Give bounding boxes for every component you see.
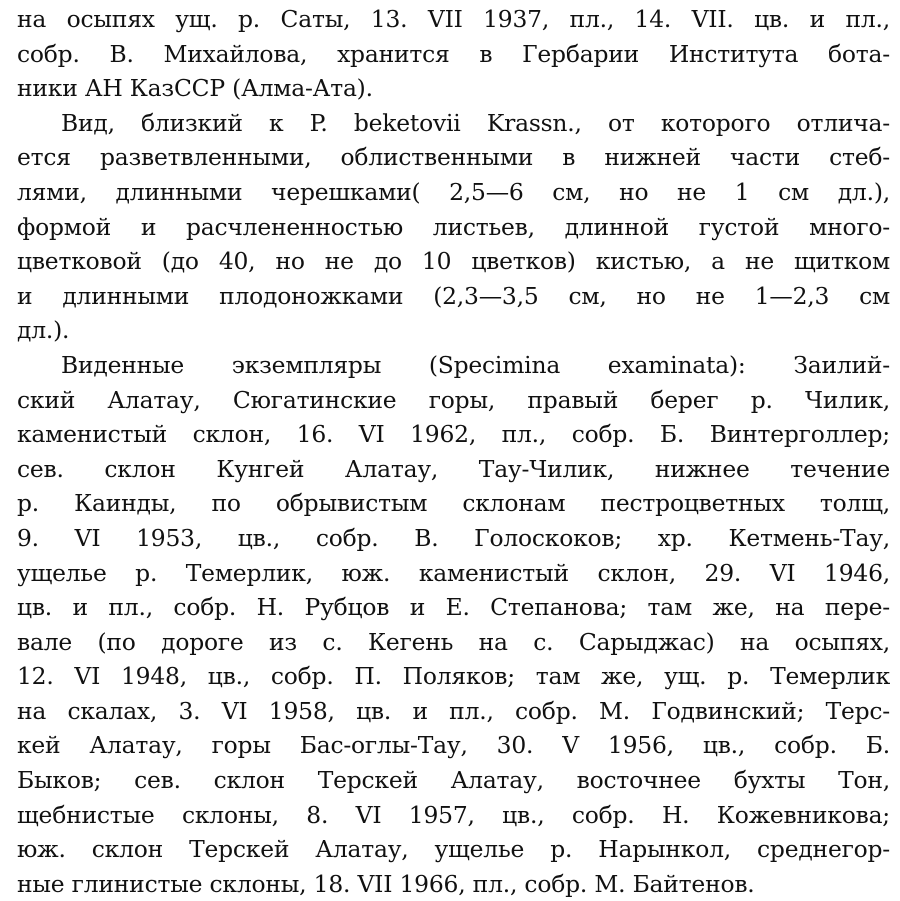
text-line: кей Алатау, горы Бас-оглы-Тау, 30. V 1956, цв., собр. Б. bbox=[17, 731, 890, 760]
paragraph-specimens-examined bbox=[17, 348, 890, 901]
text-line: Вид, близкий к P. beketovii Krassn., от которого отлича- bbox=[61, 108, 890, 137]
text-line: Быков; сев. склон Терскей Алатау, восточнее бухты Тон, bbox=[17, 766, 890, 795]
text-line: на скалах, 3. VI 1958, цв. и пл., собр. М. Годвинский; Терс- bbox=[17, 696, 890, 725]
text-line: Виденные экземпляры (Specimina examinata): Заилий- bbox=[61, 350, 890, 379]
text-line: сев. склон Кунгей Алатау, Тау-Чилик, нижнее течение bbox=[17, 454, 890, 483]
text-line: цветковой (до 40, но не до 10 цветков) кистью, а не щитком bbox=[17, 247, 890, 276]
text-line: и длинными плодоножками (2,3—3,5 см, но не 1—2,3 см bbox=[17, 281, 890, 310]
text-line: ники АН КазССР (Алма-Ата). bbox=[17, 74, 373, 103]
text-line: формой и расчлененностью листьев, длинной густой много- bbox=[17, 212, 890, 241]
text-line: собр. В. Михайлова, хранится в Гербарии Института бота- bbox=[17, 39, 890, 68]
text-line: цв. и пл., собр. Н. Рубцов и Е. Степанова; там же, на пере- bbox=[17, 593, 890, 622]
paragraph-collection-record bbox=[17, 2, 890, 106]
text-line: р. Каинды, по обрывистым склонам пестроцветных толщ, bbox=[17, 489, 890, 518]
text-line: на осыпях ущ. р. Саты, 13. VII 1937, пл., 14. VII. цв. и пл., bbox=[17, 5, 890, 33]
text-line: ется разветвленными, облиственными в нижней части стеб- bbox=[17, 143, 890, 172]
paragraph-species-comparison bbox=[17, 106, 890, 348]
text-line: 12. VI 1948, цв., собр. П. Поляков; там же, ущ. р. Темерлик bbox=[17, 662, 890, 691]
text-line: лями, длинными черешками( 2,5—6 см, но не 1 см дл.), bbox=[17, 177, 890, 206]
text-line: 9. VI 1953, цв., собр. В. Голоскоков; хр. Кетмень-Тау, bbox=[17, 523, 890, 552]
text-line: ные глинистые склоны, 18. VII 1966, пл., собр. М. Байтенов. bbox=[17, 869, 755, 898]
text-line: дл.). bbox=[17, 316, 70, 345]
text-line: юж. склон Терскей Алатау, ущелье р. Нарынкол, среднегор- bbox=[17, 835, 890, 864]
text-line: ский Алатау, Сюгатинские горы, правый берег р. Чилик, bbox=[17, 385, 890, 414]
text-line: каменистый склон, 16. VI 1962, пл., собр. Б. Винтерголлер; bbox=[17, 420, 890, 449]
text-line: вале (по дороге из с. Кегень на с. Сарыджас) на осыпях, bbox=[17, 627, 890, 656]
text-body bbox=[17, 2, 890, 901]
text-line: ущелье р. Темерлик, юж. каменистый склон, 29. VI 1946, bbox=[17, 558, 890, 587]
text-line: щебнистые склоны, 8. VI 1957, цв., собр. Н. Кожевникова; bbox=[17, 800, 890, 829]
